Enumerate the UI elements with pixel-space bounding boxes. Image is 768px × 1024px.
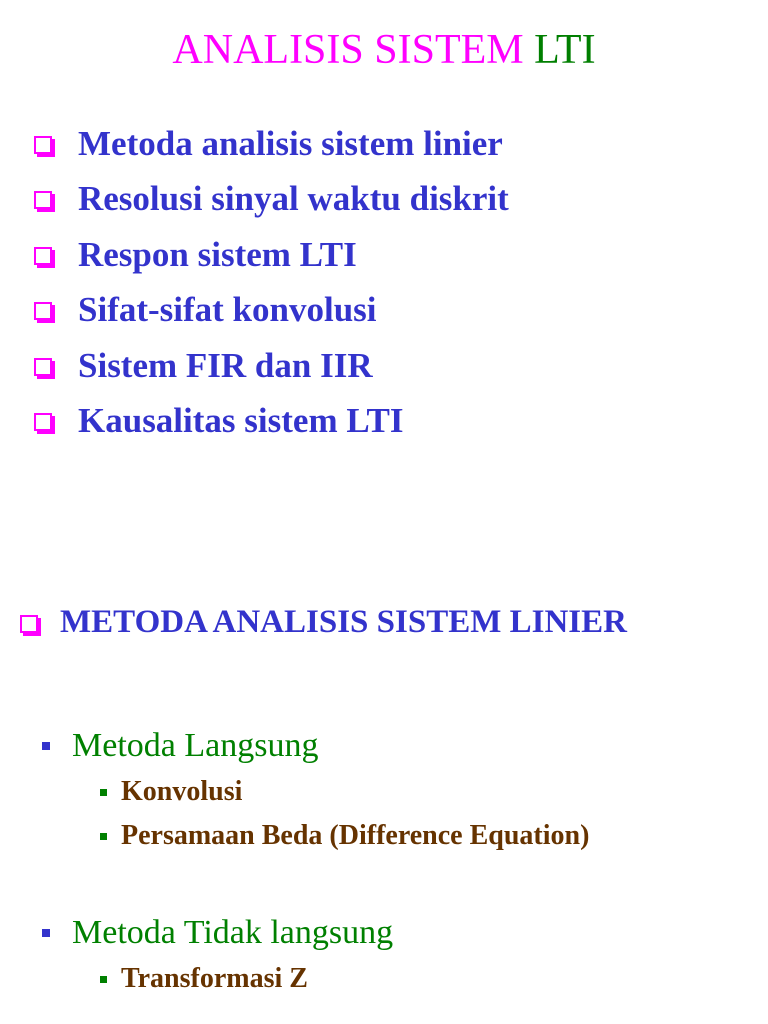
square-bullet-icon [42, 929, 50, 937]
method-sub-item [100, 770, 589, 814]
sub-item-label: Transformasi Z [121, 963, 308, 994]
section-heading-label: METODA ANALISIS SISTEM LINIER [60, 604, 627, 640]
method-sub-list [42, 770, 589, 858]
topic-label: Resolusi sinyal waktu diskrit [78, 179, 509, 219]
topic-label: Respon sistem LTI [78, 234, 357, 274]
square-bullet-icon [100, 976, 107, 983]
method-label: Metoda Tidak langsung [72, 914, 394, 951]
method-label: Metoda Langsung [72, 727, 319, 764]
checkbox-bullet-icon [20, 615, 38, 633]
checkbox-bullet-icon [34, 358, 52, 376]
method-indirect [42, 909, 393, 1001]
checkbox-bullet-icon [34, 413, 52, 431]
square-bullet-icon [42, 742, 50, 750]
method-direct [42, 722, 589, 858]
topic-item [34, 338, 509, 394]
square-bullet-icon [100, 833, 107, 840]
topic-item [34, 116, 509, 172]
checkbox-bullet-icon [34, 136, 52, 154]
topic-label: Sistem FIR dan IIR [78, 345, 373, 385]
checkbox-bullet-icon [34, 247, 52, 265]
method-heading [42, 909, 393, 957]
topic-label: Sifat-sifat konvolusi [78, 290, 377, 330]
topic-item [34, 394, 509, 450]
square-bullet-icon [100, 789, 107, 796]
sub-item-label: Konvolusi [121, 776, 243, 807]
method-sub-item [100, 814, 589, 858]
checkbox-bullet-icon [34, 191, 52, 209]
method-sub-list [42, 957, 393, 1001]
method-heading [42, 722, 589, 770]
title-lti: LTI [534, 27, 596, 73]
method-sub-item [100, 957, 393, 1001]
topic-label: Metoda analisis sistem linier [78, 123, 503, 163]
page-title [0, 22, 768, 78]
title-main: ANALISIS SISTEM [172, 27, 524, 73]
topic-label: Kausalitas sistem LTI [78, 401, 404, 441]
sub-item-label: Persamaan Beda (Difference Equation) [121, 820, 590, 851]
topic-item [34, 227, 509, 283]
topic-item [34, 283, 509, 339]
section-heading [20, 604, 627, 641]
checkbox-bullet-icon [34, 302, 52, 320]
topic-list [34, 116, 509, 449]
topic-item [34, 172, 509, 228]
